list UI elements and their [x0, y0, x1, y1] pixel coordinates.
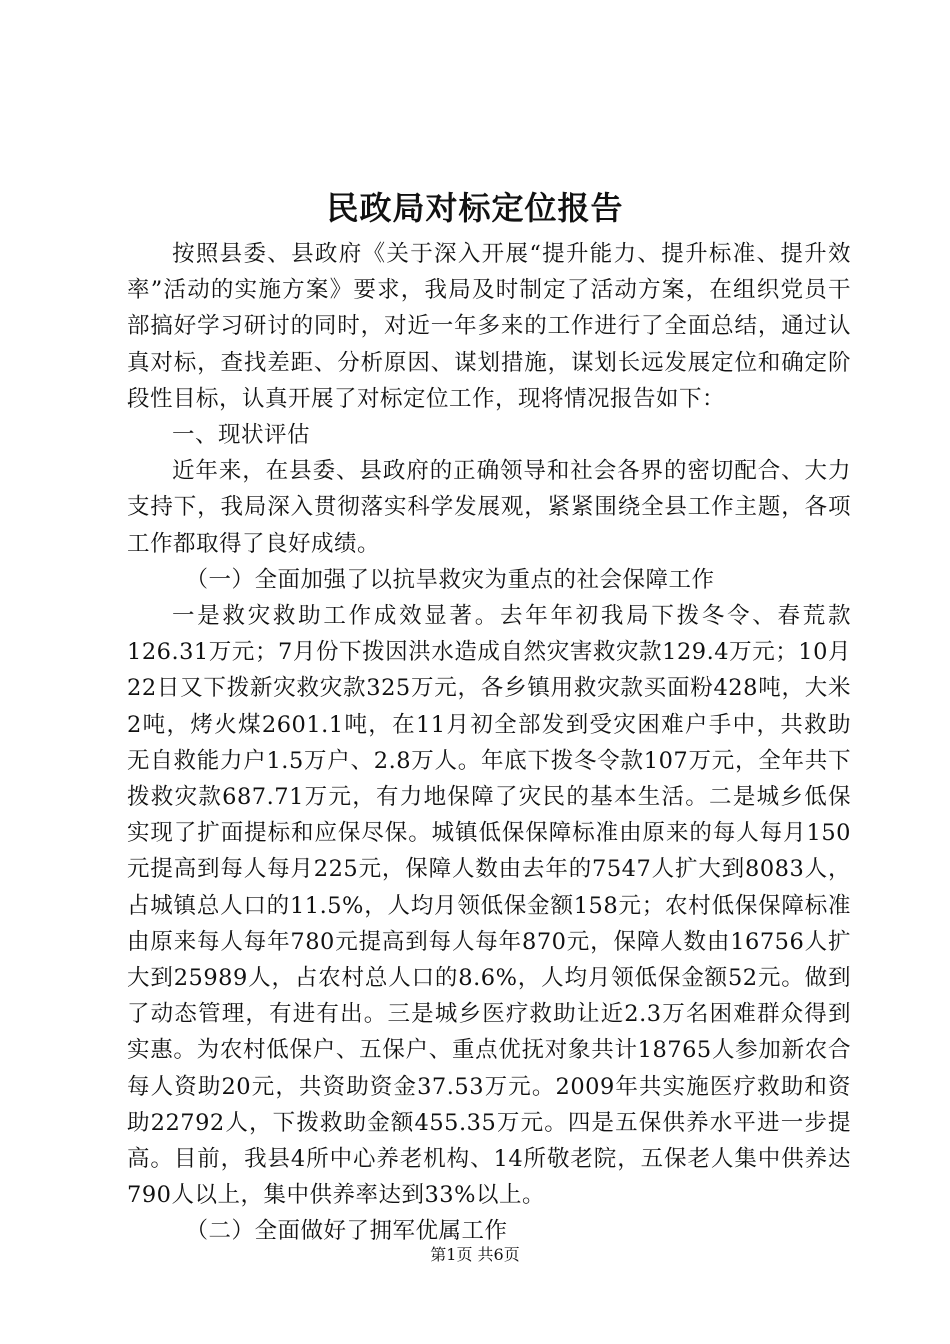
- subsection-heading-social-security: （一）全面加强了以抗旱救灾为重点的社会保障工作: [185, 566, 715, 593]
- document-title: 民政局对标定位报告: [326, 189, 624, 227]
- document-body: [127, 236, 851, 1250]
- section-heading-status: 一、现状评估: [172, 422, 311, 449]
- intro-paragraph: 按照县委、县政府《关于深入开展“提升能力、提升标准、提升效率”活动的实施方案》要求，我局及时制定了活动方案，在组织党员干部搞好学习研讨的同时，对近一年多来的工作进行了全面总结，通过认真对标，查找差距、分析原因、谋划措施，谋划长远发展定位和确定阶段性目标，认真开展了对标定位工作，现将情况报告如下：: [127, 241, 851, 412]
- page-number-footer: 第1页 共6页: [430, 1245, 520, 1264]
- status-paragraph: 近年来，在县委、县政府的正确领导和社会各界的密切配合、大力支持下，我局深入贯彻落实科学发展观，紧紧围绕全县工作主题，各项工作都取得了良好成绩。: [127, 458, 851, 557]
- subsection-heading-military-support: （二）全面做好了拥军优属工作: [185, 1218, 508, 1245]
- social-security-paragraph: 一是救灾救助工作成效显著。去年年初我局下拨冬令、春荒款126.31万元；7月份下拨因洪水造成自然灾害救灾款129.4万元；10月22日又下拨新灾救灾款325万元，各乡镇用救灾款买面粉428吨，大米2吨，烤火煤2601.1吨，在11月初全部发到受灾困难户手中，共救助无自救能力户1.5万户、2.8万人。年底下拨冬令款107万元，全年共下拨救灾款687.71万元，有力地保障了灾民的基本生活。二是城乡低保实现了扩面提标和应保尽保。城镇低保保障标准由原来的每人每月150元提高到每人每月225元，保障人数由去年的7547人扩大到8083人，占城镇总人口的11.5%，人均月领低保金额158元；农村低保保障标准由原来每人每年780元提高到每人每年870元，保障人数由16756人扩大到25989人，占农村总人口的8.6%，人均月领低保金额52元。做到了动态管理，有进有出。三是城乡医疗救助让近2.3万名困难群众得到实惠。为农村低保户、五保户、重点优抚对象共计18765人参加新农合每人资助20元，共资助资金37.53万元。2009年共实施医疗救助和资助22792人，下拨救助金额455.35万元。四是五保供养水平进一步提高。目前，我县4所中心养老机构、14所敬老院，五保老人集中供养达790人以上，集中供养率达到33%以上。: [127, 603, 851, 1209]
